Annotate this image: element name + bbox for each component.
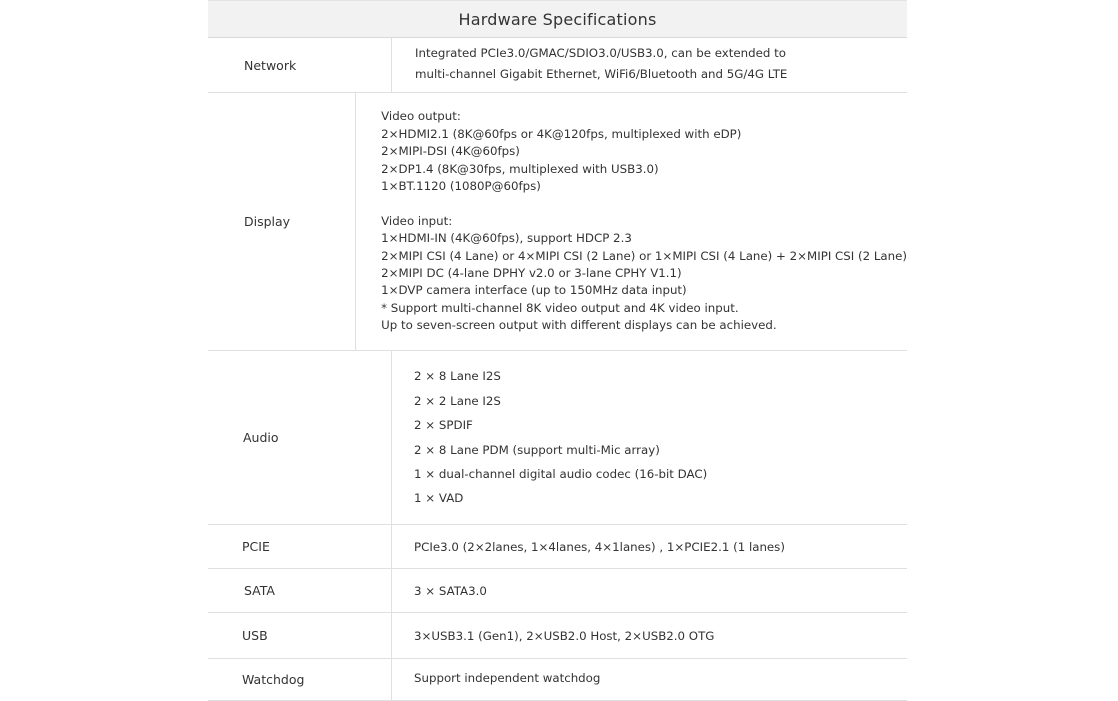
value-line: 2×MIPI DC (4-lane DPHY v2.0 or 3-lane CPHY V1.1) [381, 266, 682, 280]
row-value [356, 93, 907, 350]
row-value [392, 525, 907, 568]
value-line: 2 × 8 Lane PDM (support multi-Mic array) [414, 442, 660, 457]
value-line: PCIe3.0 (2×2lanes, 1×4lanes, 4×1lanes) , 1×PCIE2.1 (1 lanes) [414, 539, 785, 554]
row-value [392, 351, 907, 524]
value-line: 2 × 8 Lane I2S [414, 369, 501, 384]
row-value [392, 569, 907, 612]
row-label: SATA [208, 569, 392, 612]
value-line: 1×HDMI-IN (4K@60fps), support HDCP 2.3 [381, 231, 632, 246]
row-sata [208, 569, 907, 613]
row-label: Audio [208, 351, 392, 524]
hardware-spec-table [208, 0, 907, 701]
value-line: Support independent watchdog [414, 670, 601, 685]
value-line: 1×DVP camera interface (up to 150MHz data input) [381, 283, 687, 298]
value-line: 2×DP1.4 (8K@30fps, multiplexed with USB3.0) [381, 161, 659, 176]
value-line: 2×MIPI-DSI (4K@60fps) [381, 144, 520, 159]
row-audio [208, 351, 907, 525]
value-line: 3×USB3.1 (Gen1), 2×USB2.0 Host, 2×USB2.0 OTG [414, 628, 715, 643]
value-line: Integrated PCIe3.0/GMAC/SDIO3.0/USB3.0, can be extended to [415, 45, 786, 60]
row-pcie [208, 525, 907, 569]
value-line: 2×MIPI CSI (4 Lane) or 4×MIPI CSI (2 Lane) or 1×MIPI CSI (4 Lane) + 2×MIPI CSI (2 Lane) [381, 248, 907, 263]
value-line: Up to seven-screen output with different displays can be achieved. [381, 318, 777, 333]
row-display [208, 93, 907, 351]
value-line: multi-channel Gigabit Ethernet, WiFi6/Bluetooth and 5G/4G LTE [415, 66, 788, 81]
row-label: Watchdog [208, 659, 392, 700]
value-line: 1×BT.1120 (1080P@60fps) [381, 178, 541, 193]
value-line: 3 × SATA3.0 [414, 583, 487, 598]
row-label: Network [208, 38, 392, 92]
value-line: 2 × SPDIF [414, 418, 473, 433]
row-usb [208, 613, 907, 659]
row-value [392, 659, 907, 700]
value-line: 1 × VAD [414, 491, 464, 506]
value-spacer [381, 195, 907, 212]
row-network [208, 38, 907, 93]
row-label: Display [208, 93, 356, 350]
value-line: Video input: [381, 213, 453, 228]
row-value [392, 613, 907, 658]
row-label: PCIE [208, 525, 392, 568]
value-line: 1 × dual-channel digital audio codec (16-bit DAC) [414, 466, 708, 481]
table-title: Hardware Specifications [208, 0, 907, 38]
value-line: 2 × 2 Lane I2S [414, 393, 501, 408]
value-line: Video output: [381, 109, 461, 124]
value-line: * Support multi-channel 8K video output and 4K video input. [381, 300, 739, 315]
row-watchdog [208, 659, 907, 701]
row-label: USB [208, 613, 392, 658]
value-line: 2×HDMI2.1 (8K@60fps or 4K@120fps, multiplexed with eDP) [381, 126, 742, 141]
row-value [392, 38, 907, 92]
